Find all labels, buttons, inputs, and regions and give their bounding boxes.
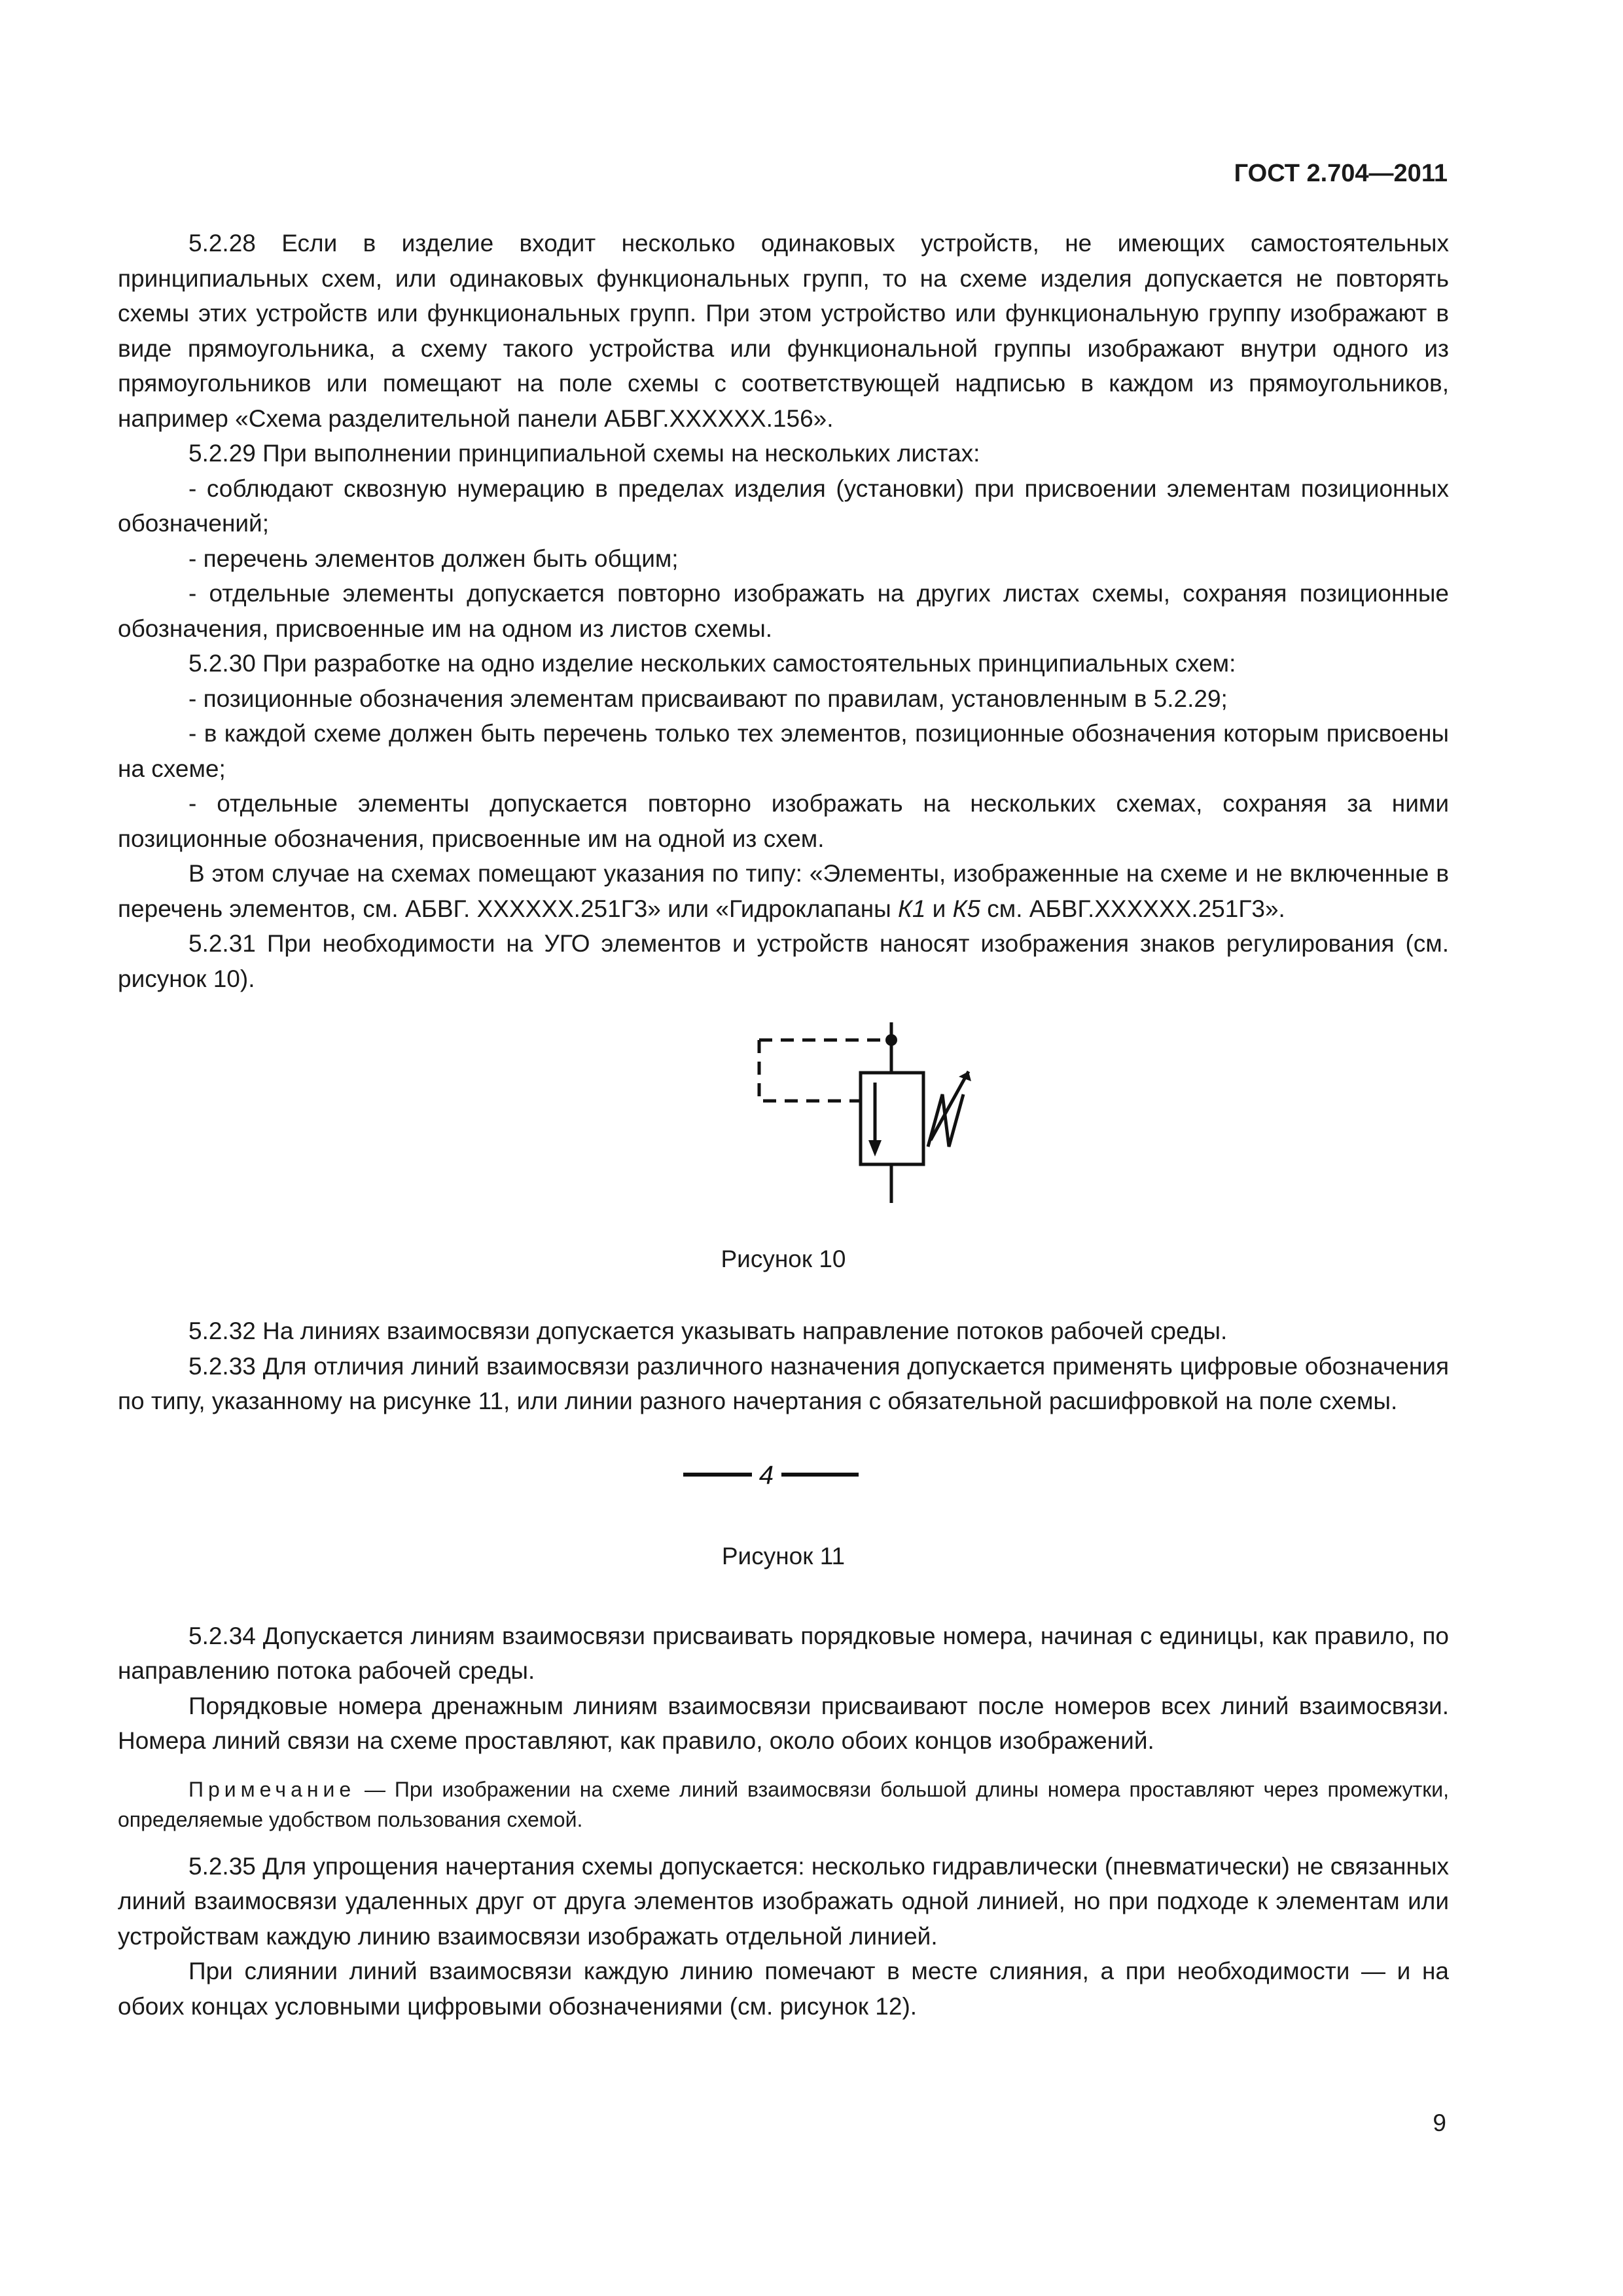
example-text-3: см. АБВГ.XXXXXX.251Г3». xyxy=(980,895,1285,922)
list-item: - соблюдают сквозную нумерацию в пределах изделия (установки) при присвоении элементам позиционных обозначений; xyxy=(118,475,1449,537)
paragraph-5-2-30: 5.2.30 При разработке на одно изделие нескольких самостоятельных принципиальных схем: xyxy=(188,650,1236,677)
note xyxy=(118,1774,1449,1835)
example-text-2: и xyxy=(925,895,953,922)
example-text-1: В этом случае на схемах помещают указания по типу: «Элементы, изображенные на схеме и не включенные в перечень элементов, см. АБВГ. XXXXXX.251Г3» или «Гидроклапаны xyxy=(118,860,1449,922)
paragraph-5-2-35: 5.2.35 Для упрощения начертания схемы допускается: несколько гидравлически (пневматически) не связанных линий взаимосвязи удаленных друг от друга элементов изображать одной линией, но при подходе к элементам или устройствам каждую линию взаимосвязи изображать отдельной линией. xyxy=(118,1852,1449,1950)
paragraph-5-2-34: 5.2.34 Допускается линиям взаимосвязи присваивать порядковые номера, начиная с единицы, как правило, по направлению потока рабочей среды. xyxy=(118,1622,1449,1684)
document-header: ГОСТ 2.704—2011 xyxy=(1234,160,1448,187)
list-item: - перечень элементов должен быть общим; xyxy=(188,545,679,572)
figure-10 xyxy=(118,1009,1449,1291)
note-text: — При изображении на схеме линий взаимосвязи большой длины номера проставляют через промежутки, определяемые удобством пользования схемой. xyxy=(118,1777,1449,1831)
list-item: - позиционные обозначения элементам присваивают по правилам, установленным в 5.2.29; xyxy=(188,685,1228,712)
valve-k1-label: К1 xyxy=(898,895,926,922)
figure-10-caption: Рисунок 10 xyxy=(721,1246,846,1272)
valve-k5-label: К5 xyxy=(952,895,981,922)
list-item: - отдельные элементы допускается повторно изображать на нескольких схемах, сохраняя за ними позиционные обозначения, присвоенные им на одной из схем. xyxy=(118,790,1449,852)
line-number-label: 4 xyxy=(758,1460,774,1490)
paragraph-5-2-29: 5.2.29 При выполнении принципиальной схемы на нескольких листах: xyxy=(188,440,980,467)
figure-11 xyxy=(118,1455,1449,1619)
paragraph-5-2-32: 5.2.32 На линиях взаимосвязи допускается указывать направление потоков рабочей среды. xyxy=(188,1318,1228,1344)
adjustable-valve-symbol-icon xyxy=(681,1009,1008,1206)
numbered-line-symbol-icon xyxy=(683,1455,893,1494)
figure-11-caption: Рисунок 11 xyxy=(721,1542,846,1570)
paragraph-5-2-28: 5.2.28 Если в изделие входит несколько одинаковых устройств, не имеющих самостоятельных принципиальных схем, или одинаковых функциональных групп, то на схеме изделия допускается не повторять схемы этих устройств или функциональных групп. При этом устройство или функциональную группу изображают в виде прямоугольника, а схему такого устройства или функциональной группы изображают внутри одного из прямоугольников или помещают на поле схемы с соответствующей надписью в каждом из прямоугольников, например «Схема разделительной панели АБВГ.XXXXXX.156». xyxy=(118,230,1449,432)
list-item: - в каждой схеме должен быть перечень только тех элементов, позиционные обозначения которым присвоены на схеме; xyxy=(118,720,1449,782)
paragraph-5-2-31: 5.2.31 При необходимости на УГО элементов и устройств наносят изображения знаков регулирования (см. рисунок 10). xyxy=(118,930,1449,992)
page-content xyxy=(118,226,1449,2024)
note-label: Примечание xyxy=(188,1777,356,1801)
paragraph-merging: При слиянии линий взаимосвязи каждую линию помечают в месте слияния, а при необходимости — и на обоих концах условными цифровыми обозначениями (см. рисунок 12). xyxy=(118,1958,1449,2020)
list-item: - отдельные элементы допускается повторно изображать на других листах схемы, сохраняя позиционные обозначения, присвоенные им на одном из листов схемы. xyxy=(118,580,1449,642)
paragraph-5-2-33: 5.2.33 Для отличия линий взаимосвязи различного назначения допускается применять цифровые обозначения по типу, указанному на рисунке 11, или линии разного начертания с обязательной расшифровкой на поле схемы. xyxy=(118,1352,1449,1414)
page-number: 9 xyxy=(1433,2109,1446,2136)
paragraph-drainage: Порядковые номера дренажным линиям взаимосвязи присваивают после номеров всех линий взаимосвязи. Номера линий связи на схеме проставляют, как правило, около обоих концов изображений. xyxy=(118,1692,1449,1754)
paragraph-example xyxy=(118,856,1449,926)
